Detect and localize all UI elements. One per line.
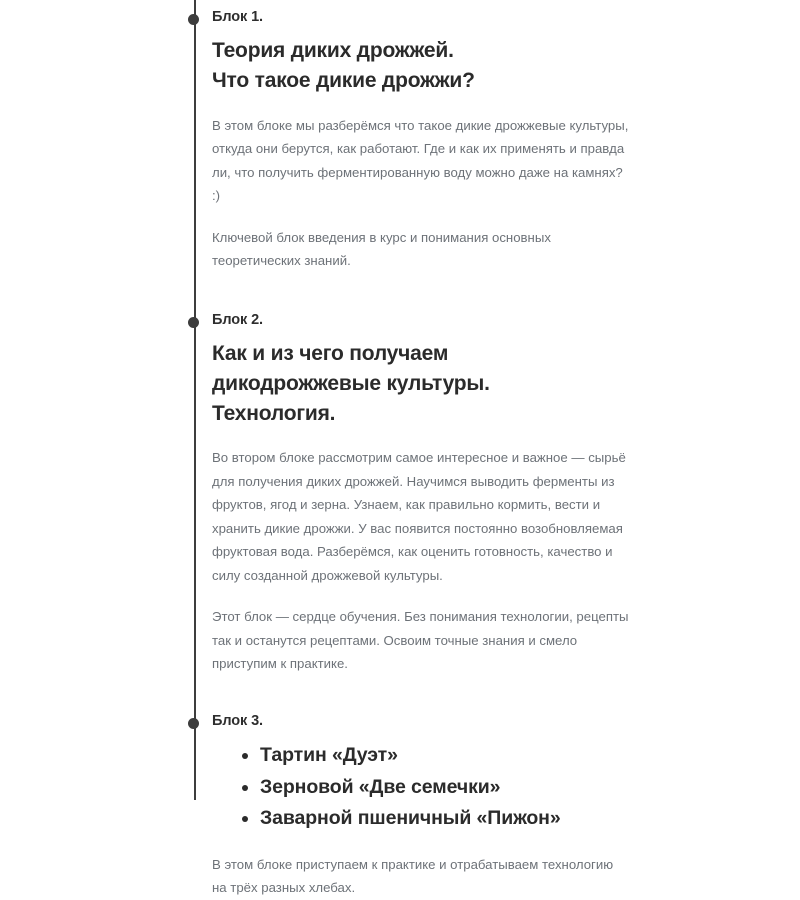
timeline-dot-icon (188, 718, 199, 729)
block-1-heading-line-1: Теория диких дрожжей. (212, 39, 454, 63)
block-1-paragraph-2: Ключевой блок введения в курс и понимания основных теоретических знаний. (212, 229, 551, 269)
block-3-bread-list (212, 740, 630, 835)
course-block-2 (212, 311, 630, 676)
block-2-paragraph-2: Этот блок — сердце обучения. Без понимания технологии, рецепты так и останутся рецептами. Освоим точные знания и смело приступим к практике. (212, 609, 629, 672)
block-3-paragraph-1: В этом блоке приступаем к практике и отрабатываем технологию на трёх разных хлебах. (212, 856, 614, 896)
timeline-dot-icon (188, 14, 199, 25)
block-2-heading-line-2: дикодрожжевые культуры. (212, 371, 490, 395)
block-1-heading-line-2: Что такое дикие дрожжи? (212, 68, 475, 92)
block-2-label: Блок 2. (212, 311, 263, 328)
block-2-heading-line-3: Технология. (212, 401, 336, 425)
block-1-heading (212, 36, 630, 96)
course-block-3 (212, 712, 630, 900)
block-1-label: Блок 1. (212, 9, 263, 25)
block-1-paragraph-1: В этом блоке мы разберёмся что такое дикие дрожжевые культуры, откуда они берутся, как работают. Где и как их применять и правда ли, что получить ферментированную воду можно даже на камнях? :) (212, 117, 629, 204)
block-3-label: Блок 3. (212, 712, 263, 729)
list-item: • Тартин «Дуэт» (260, 740, 630, 772)
block-2-heading-line-1: Как и из чего получаем (212, 341, 449, 365)
list-item: • Зерновой «Две семечки» (260, 772, 630, 804)
timeline-dot-icon (188, 317, 199, 328)
block-2-paragraph-1: Во втором блоке рассмотрим самое интересное и важное — сырьё для получения диких дрожжей. Научимся выводить ферменты из фруктов, ягод и зерна. Узнаем, как правильно кормить, вести и хранить дикие дрожжи. У вас появится постоянно возобновляемая фруктовая вода. Разберёмся, как оценить готовность, качество и силу созданной дрожжевой культуры. (212, 450, 626, 583)
list-item: • Заварной пшеничный «Пижон» (260, 803, 630, 835)
course-block-1 (212, 8, 630, 273)
block-2-heading (212, 339, 630, 428)
